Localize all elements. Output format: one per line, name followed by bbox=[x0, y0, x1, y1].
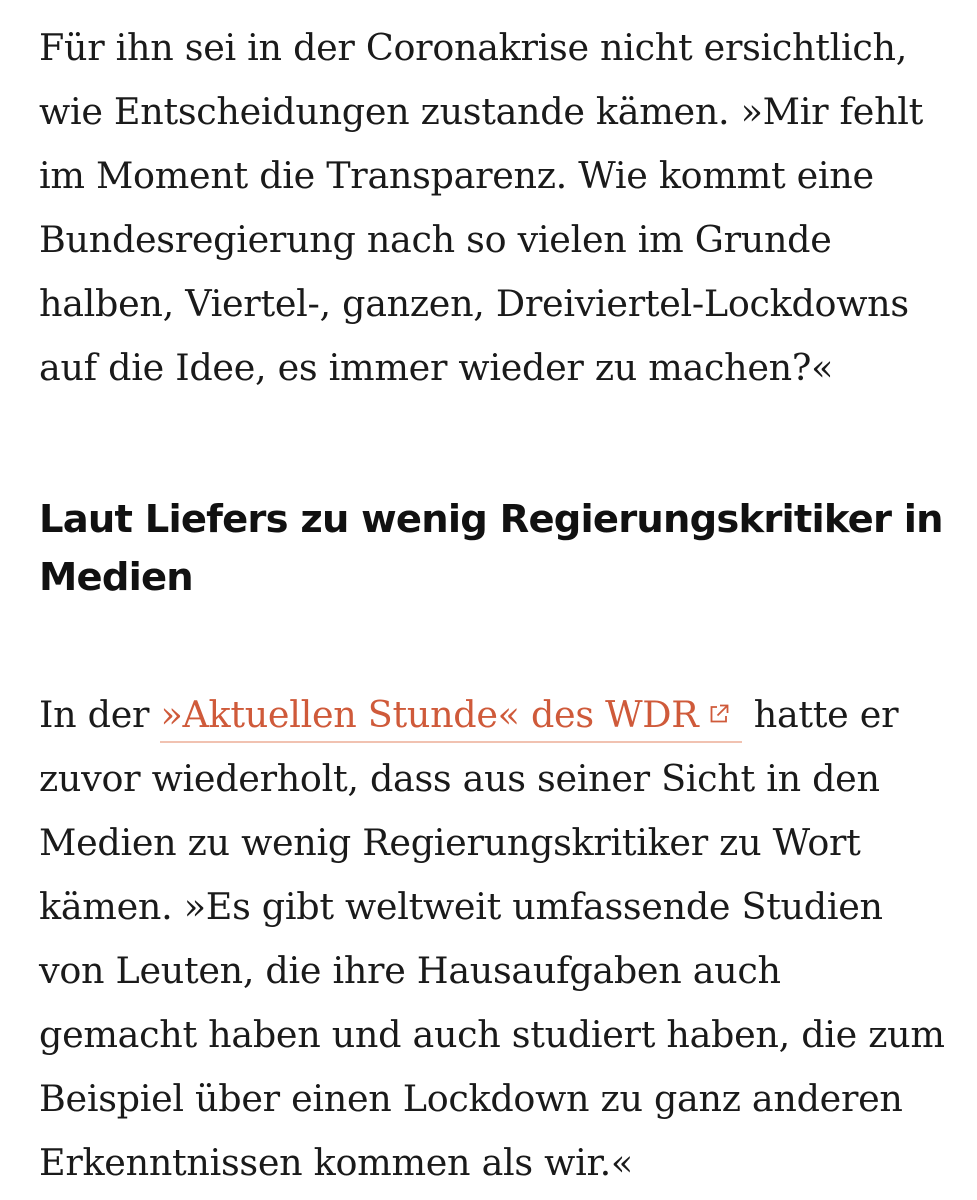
heading-line: Laut Liefers zu wenig Regierungskritiker in bbox=[39, 497, 943, 542]
external-link-icon bbox=[708, 703, 730, 725]
text-line: zuvor wiederholt, dass aus seiner Sicht in den bbox=[39, 757, 880, 800]
wdr-aktuelle-stunde-link[interactable] bbox=[160, 693, 742, 743]
text-line: im Moment die Transparenz. Wie kommt eine bbox=[39, 154, 874, 197]
paragraph-wdr bbox=[39, 683, 959, 1195]
text-line: Beispiel über einen Lockdown zu ganz anderen bbox=[39, 1077, 903, 1120]
section-heading bbox=[39, 491, 959, 607]
text-line-with-link bbox=[39, 683, 959, 747]
text-line: Erkenntnissen kommen als wir.« bbox=[39, 1141, 633, 1184]
text-line: Für ihn sei in der Coronakrise nicht ersichtlich, bbox=[39, 26, 908, 69]
text-line: halben, Viertel-, ganzen, Dreiviertel-Lockdowns bbox=[39, 282, 909, 325]
text-line: Medien zu wenig Regierungskritiker zu Wort bbox=[39, 821, 861, 864]
text-line: von Leuten, die ihre Hausaufgaben auch bbox=[39, 949, 781, 992]
text-line: wie Entscheidungen zustande kämen. »Mir fehlt bbox=[39, 90, 924, 133]
text-line: kämen. »Es gibt weltweit umfassende Studien bbox=[39, 885, 883, 928]
text-line: gemacht haben und auch studiert haben, die zum bbox=[39, 1013, 945, 1056]
text-suffix: hatte er bbox=[742, 693, 899, 736]
text-prefix: In der bbox=[39, 693, 161, 736]
heading-line: Medien bbox=[39, 555, 193, 600]
paragraph-intro bbox=[39, 16, 959, 400]
text-line: auf die Idee, es immer wieder zu machen?« bbox=[39, 346, 834, 389]
link-label: »Aktuellen Stunde« des WDR bbox=[160, 693, 699, 736]
text-line: Bundesregierung nach so vielen im Grunde bbox=[39, 218, 832, 261]
